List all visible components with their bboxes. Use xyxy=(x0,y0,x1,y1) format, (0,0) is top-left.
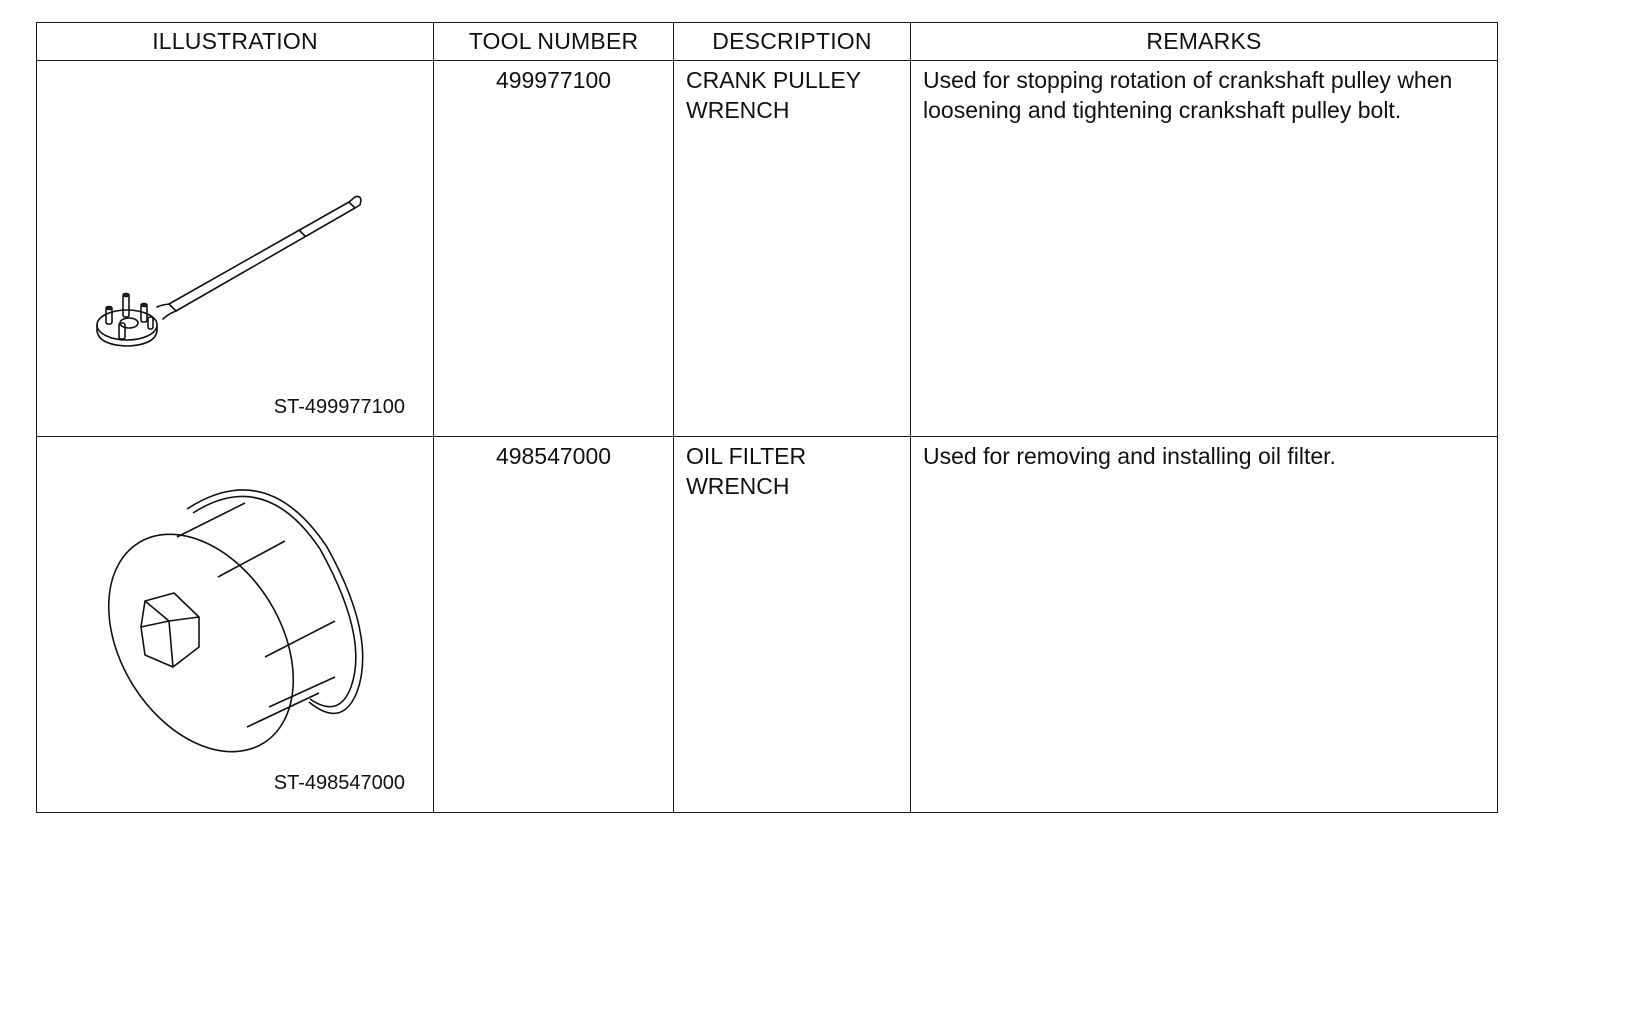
illustration-cell xyxy=(37,61,434,437)
illustration-cell xyxy=(37,437,434,813)
crank-pulley-wrench-icon xyxy=(37,61,434,432)
illustration-code: ST-498547000 xyxy=(273,772,405,794)
header-description: DESCRIPTION xyxy=(674,23,911,61)
description-cell xyxy=(674,61,911,437)
description-cell xyxy=(674,437,911,813)
oil-filter-wrench-icon xyxy=(37,437,434,808)
remarks-cell: Used for removing and installing oil filter. xyxy=(911,437,1498,813)
header-remarks: REMARKS xyxy=(911,23,1498,61)
description-line: WRENCH xyxy=(686,97,790,123)
header-tool-number: TOOL NUMBER xyxy=(434,23,674,61)
special-tools-table xyxy=(36,22,1498,813)
tool-number-cell: 499977100 xyxy=(434,61,674,437)
table-header-row xyxy=(37,23,1498,61)
tool-number-cell: 498547000 xyxy=(434,437,674,813)
header-illustration: ILLUSTRATION xyxy=(37,23,434,61)
table-row xyxy=(37,437,1498,813)
description-line: OIL FILTER xyxy=(686,443,807,469)
description-line: WRENCH xyxy=(686,473,790,499)
table-row xyxy=(37,61,1498,437)
illustration-code: ST-499977100 xyxy=(273,396,405,418)
description-line: CRANK PULLEY xyxy=(686,67,862,93)
remarks-cell: Used for stopping rotation of crankshaft pulley when loosening and tightening crankshaft pulley bolt. xyxy=(911,61,1498,437)
